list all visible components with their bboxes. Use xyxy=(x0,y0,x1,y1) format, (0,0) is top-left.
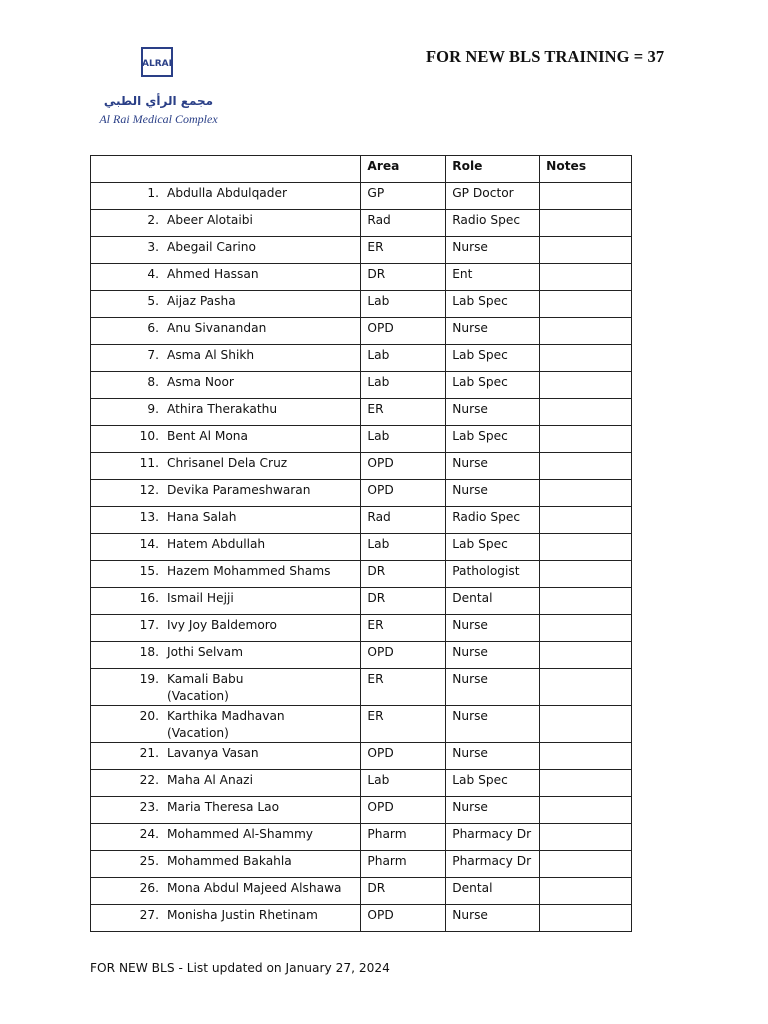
cell-name xyxy=(91,615,361,642)
cell-area: DR xyxy=(361,588,446,615)
person-name: Ismail Hejji xyxy=(167,591,234,605)
cell-notes xyxy=(540,878,632,905)
cell-notes xyxy=(540,561,632,588)
page-title: FOR NEW BLS TRAINING = 37 xyxy=(426,47,665,66)
cell-role: Nurse xyxy=(446,669,540,706)
cell-notes xyxy=(540,291,632,318)
row-number: 1. xyxy=(147,186,159,200)
person-name: Ivy Joy Baldemoro xyxy=(167,618,278,632)
person-name: Mona Abdul Majeed Alshawa xyxy=(167,881,342,895)
cell-name xyxy=(91,237,361,264)
table-row xyxy=(91,878,632,905)
cell-role: Radio Spec xyxy=(446,507,540,534)
cell-name xyxy=(91,318,361,345)
person-name: Hatem Abdullah xyxy=(167,537,266,551)
table-row xyxy=(91,534,632,561)
cell-notes xyxy=(540,372,632,399)
cell-notes xyxy=(540,770,632,797)
cell-area: OPD xyxy=(361,743,446,770)
cell-role: Dental xyxy=(446,878,540,905)
cell-notes xyxy=(540,706,632,743)
cell-name xyxy=(91,399,361,426)
cell-notes xyxy=(540,615,632,642)
cell-name xyxy=(91,669,361,706)
cell-area: ER xyxy=(361,399,446,426)
person-name: Mohammed Bakahla xyxy=(167,854,292,868)
cell-name xyxy=(91,642,361,669)
cell-role: Pharmacy Dr xyxy=(446,824,540,851)
person-name: Abdulla Abdulqader xyxy=(167,186,288,200)
table-row xyxy=(91,183,632,210)
table-row xyxy=(91,453,632,480)
person-name: Lavanya Vasan xyxy=(167,746,259,760)
cell-role: Lab Spec xyxy=(446,534,540,561)
cell-name xyxy=(91,264,361,291)
cell-name xyxy=(91,561,361,588)
table-row xyxy=(91,291,632,318)
row-number: 3. xyxy=(147,240,159,254)
cell-role: Lab Spec xyxy=(446,426,540,453)
cell-role: Nurse xyxy=(446,797,540,824)
row-number: 8. xyxy=(147,375,159,389)
cell-role: Nurse xyxy=(446,318,540,345)
person-name: Chrisanel Dela Cruz xyxy=(167,456,288,470)
person-name: Maha Al Anazi xyxy=(167,773,253,787)
cell-notes xyxy=(540,264,632,291)
cell-area: GP xyxy=(361,183,446,210)
cell-name xyxy=(91,372,361,399)
cell-name xyxy=(91,743,361,770)
cell-notes xyxy=(540,588,632,615)
logo-mark xyxy=(126,32,190,92)
cell-role: Pathologist xyxy=(446,561,540,588)
row-number: 5. xyxy=(147,294,159,308)
person-name: Asma Noor xyxy=(167,375,234,389)
table-row xyxy=(91,561,632,588)
person-name: Abegail Carino xyxy=(167,240,256,254)
cell-area: ER xyxy=(361,706,446,743)
logo-english-text: Al Rai Medical Complex xyxy=(99,112,218,126)
cell-area: Rad xyxy=(361,507,446,534)
cell-area: Lab xyxy=(361,426,446,453)
cell-role: Nurse xyxy=(446,642,540,669)
row-number: 22. xyxy=(139,773,159,787)
row-number: 11. xyxy=(139,456,159,470)
cell-role: Nurse xyxy=(446,480,540,507)
cell-name xyxy=(91,480,361,507)
footer-text: FOR NEW BLS - List updated on January 27, 2024 xyxy=(90,961,390,975)
table-row xyxy=(91,210,632,237)
cell-area: OPD xyxy=(361,318,446,345)
cell-area: Rad xyxy=(361,210,446,237)
cell-notes xyxy=(540,453,632,480)
cell-name xyxy=(91,453,361,480)
cell-notes xyxy=(540,534,632,561)
cell-area: ER xyxy=(361,669,446,706)
cell-area: Lab xyxy=(361,345,446,372)
row-number: 2. xyxy=(147,213,159,227)
header-role: Role xyxy=(446,156,540,183)
cell-name xyxy=(91,878,361,905)
cell-name xyxy=(91,824,361,851)
row-number: 20. xyxy=(139,709,159,723)
cell-role: Nurse xyxy=(446,453,540,480)
person-name: Karthika Madhavan xyxy=(167,709,285,723)
cell-role: Lab Spec xyxy=(446,345,540,372)
cell-notes xyxy=(540,851,632,878)
table-header-row xyxy=(91,156,632,183)
header-name xyxy=(91,156,361,183)
cell-notes xyxy=(540,210,632,237)
table-row xyxy=(91,237,632,264)
cell-area: DR xyxy=(361,561,446,588)
cell-area: ER xyxy=(361,615,446,642)
person-name: Ahmed Hassan xyxy=(167,267,259,281)
row-number: 10. xyxy=(139,429,159,443)
cell-name xyxy=(91,706,361,743)
table-row xyxy=(91,743,632,770)
table-row xyxy=(91,851,632,878)
row-number: 27. xyxy=(139,908,159,922)
person-name: Maria Theresa Lao xyxy=(167,800,280,814)
row-number: 7. xyxy=(147,348,159,362)
logo-mark-text: ALRAI xyxy=(142,59,172,69)
logo xyxy=(96,32,221,132)
header-area: Area xyxy=(361,156,446,183)
cell-notes xyxy=(540,318,632,345)
cell-name xyxy=(91,797,361,824)
table-row xyxy=(91,669,632,706)
table-row xyxy=(91,426,632,453)
cell-role: Nurse xyxy=(446,905,540,932)
table-row xyxy=(91,706,632,743)
person-name: Asma Al Shikh xyxy=(167,348,255,362)
cell-area: DR xyxy=(361,264,446,291)
row-number: 18. xyxy=(139,645,159,659)
table-row xyxy=(91,372,632,399)
person-name: Devika Parameshwaran xyxy=(167,483,311,497)
cell-role: Lab Spec xyxy=(446,372,540,399)
cell-area: DR xyxy=(361,878,446,905)
table-row xyxy=(91,480,632,507)
cell-notes xyxy=(540,399,632,426)
person-name: Mohammed Al-Shammy xyxy=(167,827,314,841)
cell-role: Nurse xyxy=(446,237,540,264)
cell-notes xyxy=(540,743,632,770)
cell-area: Lab xyxy=(361,534,446,561)
person-name: Hazem Mohammed Shams xyxy=(167,564,331,578)
table-row xyxy=(91,824,632,851)
row-number: 4. xyxy=(147,267,159,281)
table-body xyxy=(91,183,632,932)
table-row xyxy=(91,264,632,291)
row-number: 6. xyxy=(147,321,159,335)
person-name: Kamali Babu xyxy=(167,672,244,686)
cell-name xyxy=(91,851,361,878)
table-row xyxy=(91,615,632,642)
table-row xyxy=(91,507,632,534)
row-number: 21. xyxy=(139,746,159,760)
cell-area: OPD xyxy=(361,480,446,507)
header-notes: Notes xyxy=(540,156,632,183)
cell-name xyxy=(91,426,361,453)
cell-notes xyxy=(540,669,632,706)
cell-name xyxy=(91,534,361,561)
roster-table xyxy=(90,155,632,932)
row-number: 16. xyxy=(139,591,159,605)
cell-area: OPD xyxy=(361,642,446,669)
cell-role: GP Doctor xyxy=(446,183,540,210)
row-number: 25. xyxy=(139,854,159,868)
cell-area: OPD xyxy=(361,905,446,932)
row-number: 23. xyxy=(139,800,159,814)
row-number: 24. xyxy=(139,827,159,841)
row-number: 9. xyxy=(147,402,159,416)
cell-role: Lab Spec xyxy=(446,291,540,318)
person-name: Abeer Alotaibi xyxy=(167,213,253,227)
cell-notes xyxy=(540,797,632,824)
cell-name xyxy=(91,183,361,210)
cell-notes xyxy=(540,480,632,507)
table-row xyxy=(91,797,632,824)
person-name: Bent Al Mona xyxy=(167,429,248,443)
cell-role: Nurse xyxy=(446,706,540,743)
person-name: Monisha Justin Rhetinam xyxy=(167,908,318,922)
person-name: Jothi Selvam xyxy=(167,645,243,659)
cell-notes xyxy=(540,507,632,534)
cell-notes xyxy=(540,905,632,932)
row-number: 26. xyxy=(139,881,159,895)
row-number: 19. xyxy=(139,672,159,686)
table-row xyxy=(91,345,632,372)
cell-role: Radio Spec xyxy=(446,210,540,237)
cell-role: Pharmacy Dr xyxy=(446,851,540,878)
cell-name xyxy=(91,291,361,318)
cell-name xyxy=(91,588,361,615)
cell-role: Nurse xyxy=(446,399,540,426)
cell-area: Lab xyxy=(361,372,446,399)
cell-area: Lab xyxy=(361,291,446,318)
cell-name xyxy=(91,770,361,797)
cell-role: Lab Spec xyxy=(446,770,540,797)
cell-role: Nurse xyxy=(446,743,540,770)
row-number: 13. xyxy=(139,510,159,524)
row-number: 12. xyxy=(139,483,159,497)
cell-notes xyxy=(540,183,632,210)
person-name: Athira Therakathu xyxy=(167,402,278,416)
table-row xyxy=(91,399,632,426)
cell-name xyxy=(91,905,361,932)
cell-area: Lab xyxy=(361,770,446,797)
cell-notes xyxy=(540,237,632,264)
cell-area: OPD xyxy=(361,797,446,824)
table-row xyxy=(91,905,632,932)
table-row xyxy=(91,770,632,797)
person-status-note: (Vacation) xyxy=(167,726,229,740)
cell-notes xyxy=(540,345,632,372)
row-number: 14. xyxy=(139,537,159,551)
logo-arabic-text: مجمع الرأي الطبي xyxy=(103,94,214,108)
cell-name xyxy=(91,210,361,237)
cell-role: Nurse xyxy=(446,615,540,642)
cell-area: Pharm xyxy=(361,851,446,878)
cell-name xyxy=(91,345,361,372)
cell-name xyxy=(91,507,361,534)
cell-notes xyxy=(540,824,632,851)
cell-area: OPD xyxy=(361,453,446,480)
cell-role: Dental xyxy=(446,588,540,615)
cell-notes xyxy=(540,642,632,669)
cell-notes xyxy=(540,426,632,453)
person-name: Anu Sivanandan xyxy=(167,321,267,335)
person-name: Hana Salah xyxy=(167,510,237,524)
cell-area: ER xyxy=(361,237,446,264)
cell-role: Ent xyxy=(446,264,540,291)
person-status-note: (Vacation) xyxy=(167,689,229,703)
cell-area: Pharm xyxy=(361,824,446,851)
person-name: Aijaz Pasha xyxy=(167,294,236,308)
row-number: 17. xyxy=(139,618,159,632)
row-number: 15. xyxy=(139,564,159,578)
table-row xyxy=(91,588,632,615)
table-row xyxy=(91,642,632,669)
table-row xyxy=(91,318,632,345)
